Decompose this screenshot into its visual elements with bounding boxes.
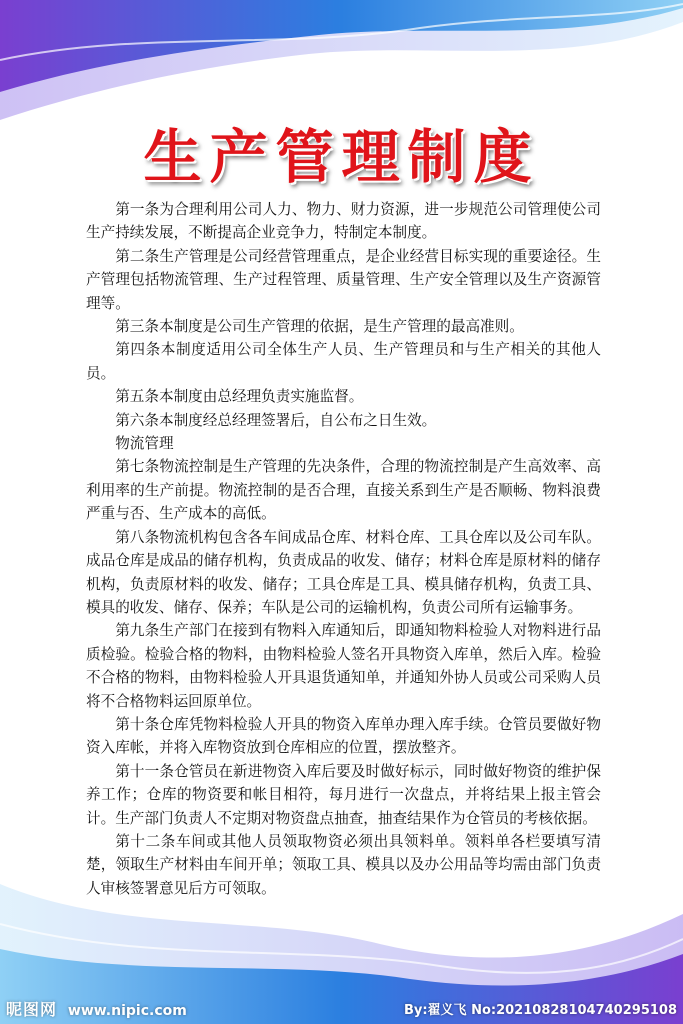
paragraph: 第十二条车间或其他人员领取物资必须出具领料单。领料单各栏要填写清楚，领取生产材料由车间开单；领取工具、模具以及办公用品等均需由部门负责人审核签署意见后方可领取。 — [86, 832, 601, 897]
watermark-brand: 昵图网 — [6, 1000, 58, 1019]
page-title: 生产管理制度 — [143, 123, 540, 191]
paragraph: 第九条生产部门在接到有物料入库通知后，即通知物料检验人对物料进行品质检验。检验合格的物料，由物料检验人签名开具物资入库单，然后入库。检验不合格的物料，由物料检验人开具退货通知单，并通知外协人员或公司采购人员将不合格物料运回原单位。 — [86, 622, 601, 710]
section-heading: 物流管理 — [115, 435, 174, 453]
watermark-id: By:翟义飞 No:20210828104740295108 — [403, 1003, 677, 1018]
paragraph: 第四条本制度适用公司全体生产人员、生产管理员和与生产相关的其他人员。 — [86, 341, 601, 382]
paragraph: 第五条本制度由总经理负责实施监督。 — [115, 388, 364, 406]
watermark-url: www.nipic.com — [67, 1003, 187, 1019]
paragraph: 第十条仓库凭物料检验人开具的物资入库单办理入库手续。仓管员要做好物资入库帐，并将入库物资放到仓库相应的位置，摆放整齐。 — [86, 715, 601, 757]
paragraph: 第八条物流机构包含各车间成品仓库、材料仓库、工具仓库以及公司车队。成品仓库是成品的储存机构，负责成品的收发、储存；材料仓库是原材料的储存机构，负责原材料的收发、储存；工具仓库是工具、模具储存机构，负责工具、模具的收发、储存、保养；车队是公司的运输机构，负责公司所有运输事务。 — [86, 528, 601, 616]
paragraph: 第二条生产管理是公司经营管理重点，是企业经营目标实现的重要途径。生产管理包括物流管理、生产过程管理、质量管理、生产安全管理以及生产资源管理等。 — [86, 247, 601, 312]
watermark-logo — [6, 997, 187, 1020]
regulation-body — [86, 198, 601, 900]
paragraph: 第七条物流控制是生产管理的先决条件，合理的物流控制是产生高效率、高利用率的生产前提。物流控制的是否合理，直接关系到生产是否顺畅、物料浪费严重与否、生产成本的高低。 — [86, 458, 601, 523]
paragraph: 第三条本制度是公司生产管理的依据，是生产管理的最高准则。 — [115, 318, 524, 336]
paragraph: 第一条为合理利用公司人力、物力、财力资源，进一步规范公司管理使公司生产持续发展，不断提高企业竞争力，特制定本制度。 — [86, 201, 601, 242]
paragraph: 第十一条仓管员在新进物资入库后要及时做好标示，同时做好物资的维护保养工作；仓库的物资要和帐目相符，每月进行一次盘点，并将结果上报主管会计。生产部门负责人不定期对物资盘点抽查，抽查结果作为仓管员的考核依据。 — [86, 762, 601, 827]
paragraph: 第六条本制度经总经理签署后，自公布之日生效。 — [115, 411, 437, 429]
